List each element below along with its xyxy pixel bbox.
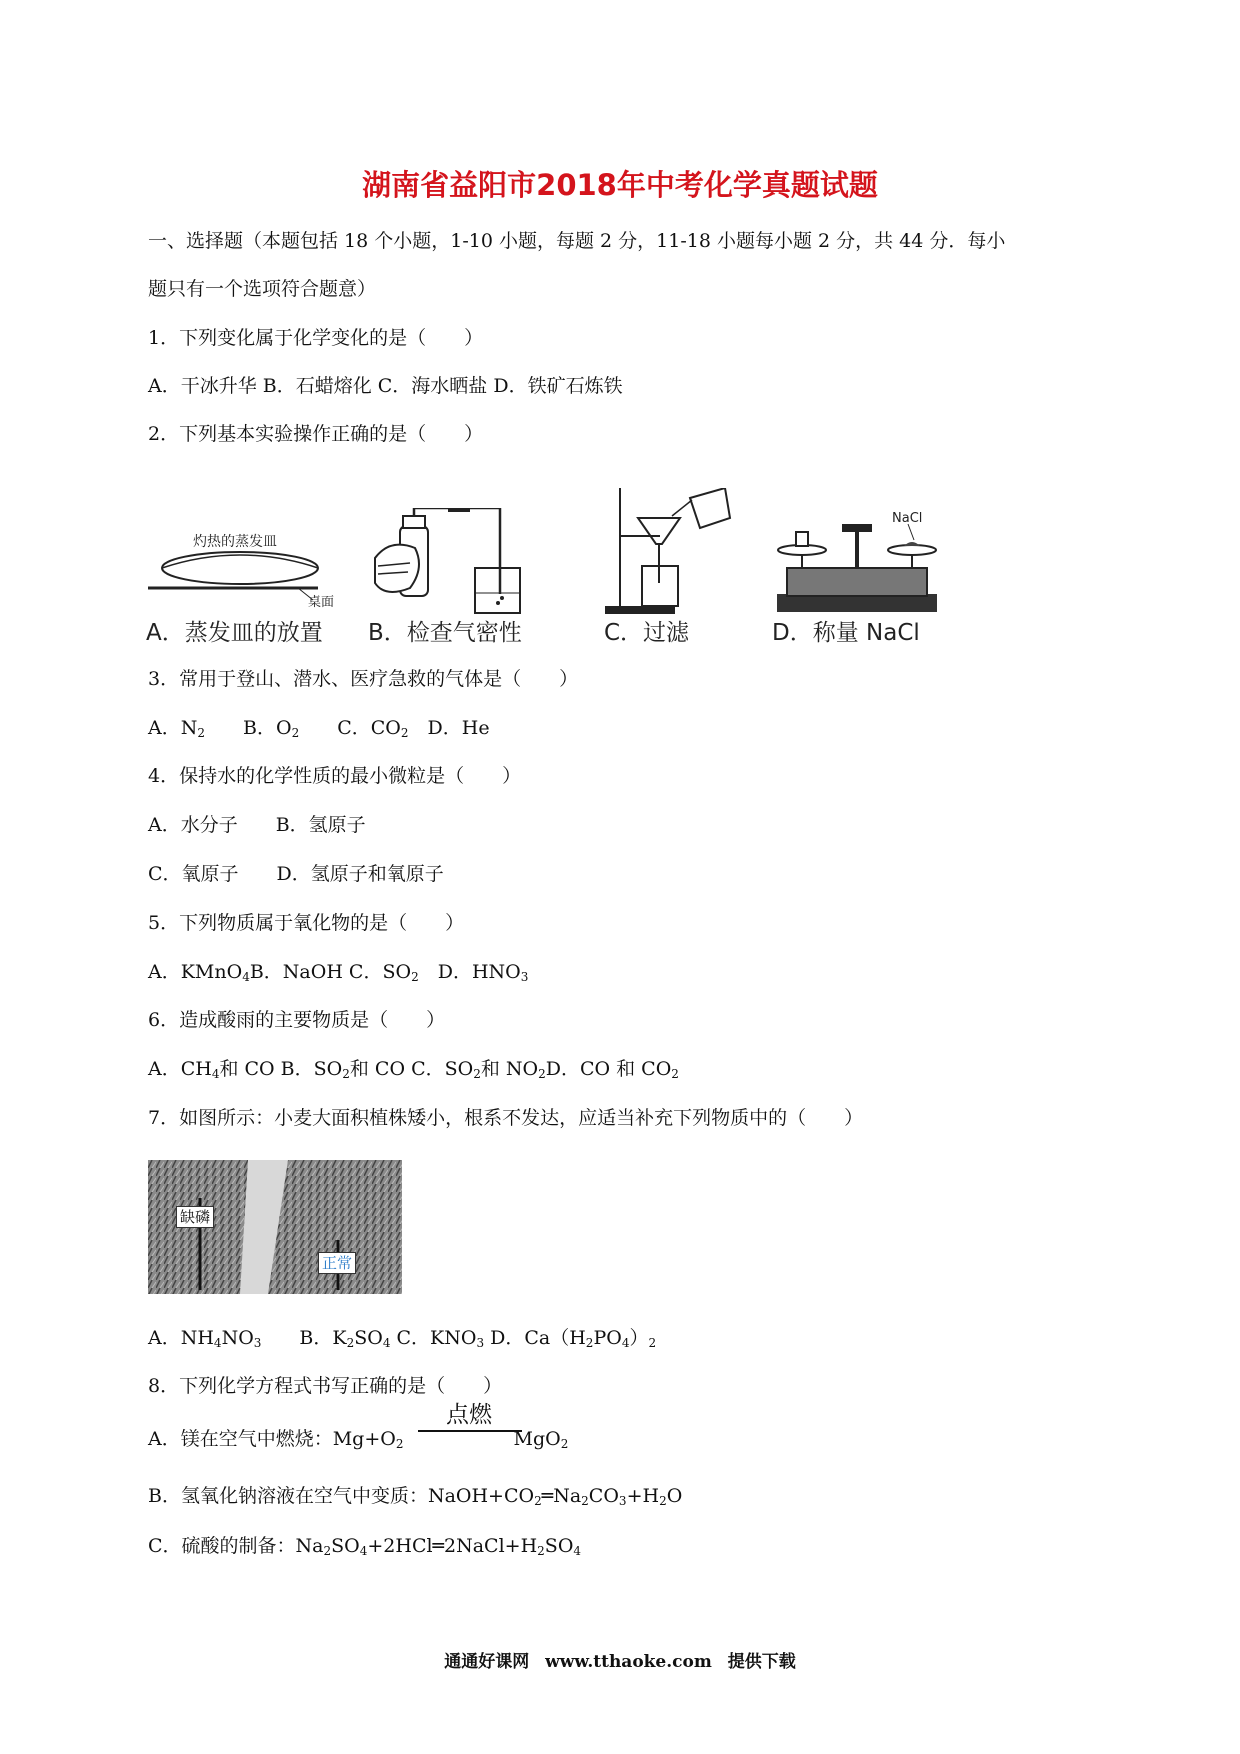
fig-d-caption: D．称量 NaCl [772,620,920,646]
q7-options: A．$NH_4NO_3$ B．$K_2SO_4$ C．$KNO_3$ D．$Ca(H_2PO_4)_2$ [148,1327,657,1350]
q8-option-c: C．硫酸的制备：$Na_2SO_4+2HCl═2NaCl+H_2SO_4$ [148,1535,582,1558]
fig-b-caption: B．检查气密性 [368,620,522,646]
section-instructions-line2: 题只有一个选项符合题意） [148,278,377,300]
balance-figure [772,510,942,616]
table-label: 桌面 [308,595,335,610]
reaction-condition: 点燃 [446,1402,492,1428]
dish-label: 灼热的蒸发皿 [193,534,277,550]
q7-stem: 7．如图所示：小麦大面积植株矮小，根系不发达，应适当补充下列物质中的（ ） [148,1107,864,1129]
q4-options-row1: A．水分子 B．氢原子 [148,814,366,836]
nacl-label: NaCl [892,511,923,526]
footer-site-name: 通通好课网 [444,1652,530,1672]
section-instructions-line1: 一、选择题（本题包括 18 个小题，1-10 小题，每题 2 分，11-18 小题每小题 2 分，共 44 分．每小 [148,230,1006,252]
q1-options: A．干冰升华 B．石蜡熔化 C．海水晒盐 D．铁矿石炼铁 [148,375,623,397]
q3-options: A．$N_2$ B．$O_2$ C．$CO_2$ D．He [148,717,490,740]
footer-action: 提供下载 [727,1652,796,1672]
airtightness-figure [370,508,530,616]
q8-stem: 8．下列化学方程式书写正确的是（ ） [148,1375,503,1397]
q6-options: A．$CH_4$和 CO B．$SO_2$和 CO C．$SO_2$和 $NO_2D$．CO 和 $CO_2$ [148,1058,679,1081]
q8-option-a: A．镁在空气中燃烧：$Mg+O_2$ MgO$_2$ [148,1428,569,1451]
q4-options-row2: C．氧原子 D．氢原子和氧原子 [148,863,444,885]
q5-options: A．KMnO$_4$B．NaOH C．$SO_2$ D．$HNO_3$ [148,961,529,984]
q5-stem: 5．下列物质属于氧化物的是（ ） [148,912,465,934]
sign-right: 正常 [318,1252,356,1274]
fig-a-caption: A．蒸发皿的放置 [146,620,323,646]
q2-stem: 2．下列基本实验操作正确的是（ ） [148,423,484,445]
reaction-arrow-line [418,1430,522,1432]
q6-stem: 6．造成酸雨的主要物质是（ ） [148,1009,446,1031]
fig-c-caption: C．过滤 [604,620,690,646]
sign-left: 缺磷 [176,1206,214,1228]
q3-stem: 3．常用于登山、潜水、医疗急救的气体是（ ） [148,668,579,690]
filtration-figure [600,488,740,616]
evaporating-dish-figure [148,530,338,610]
page-title: 湖南省益阳市2018年中考化学真题试题 [362,168,878,202]
q1-stem: 1．下列变化属于化学变化的是（ ） [148,327,484,349]
q8-option-b: B．氢氧化钠溶液在空气中变质：$NaOH+CO_2═Na_2CO_3+H_2O$ [148,1485,683,1508]
page-footer [0,1647,1240,1672]
wheat-field-photo [148,1160,402,1294]
footer-url[interactable]: www.tthaoke.com [545,1652,712,1672]
q4-stem: 4．保持水的化学性质的最小微粒是（ ） [148,765,522,787]
